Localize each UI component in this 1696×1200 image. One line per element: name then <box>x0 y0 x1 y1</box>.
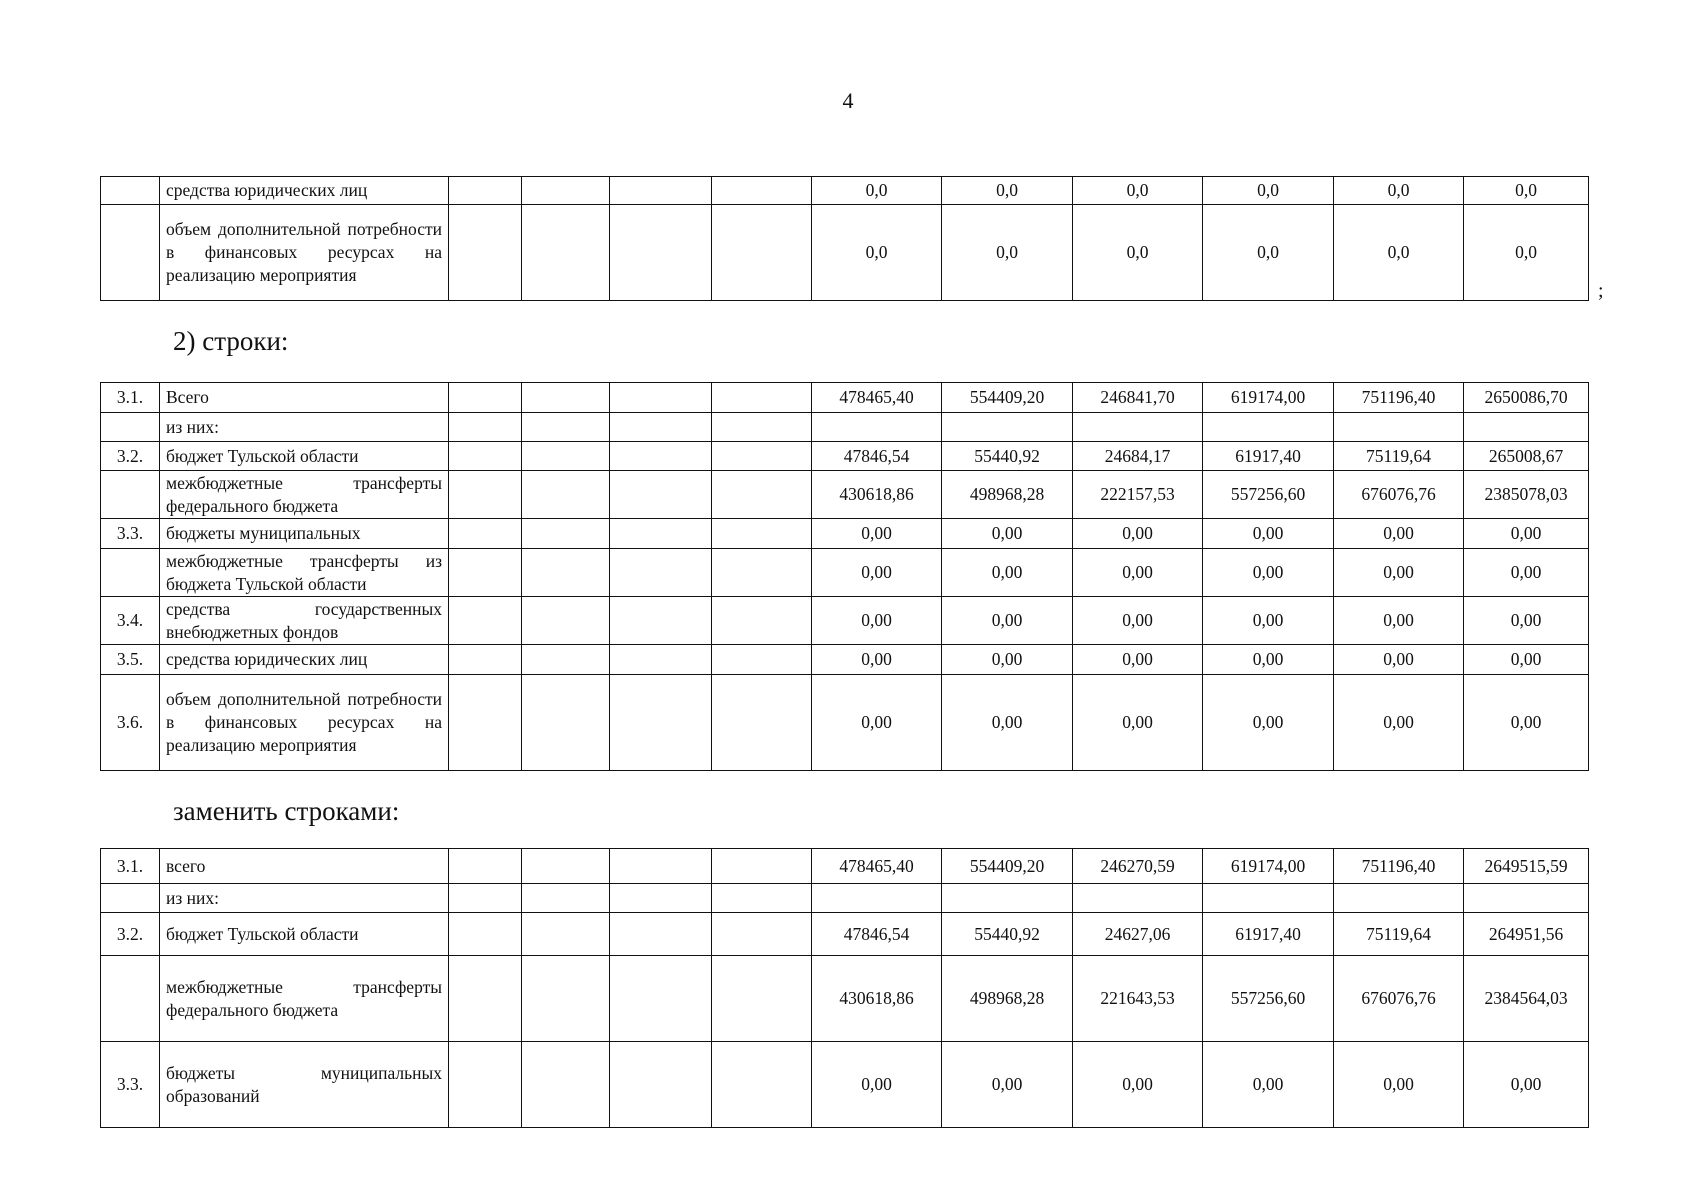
empty-cell <box>610 442 712 471</box>
value-cell: 0,00 <box>1334 519 1464 549</box>
empty-cell <box>712 471 812 519</box>
row-number <box>101 177 160 205</box>
row-label: объем дополнительной потребности в финансовых ресурсах на реализацию мероприятия <box>160 205 449 301</box>
value-cell: 2650086,70 <box>1464 383 1589 413</box>
value-cell: 0,00 <box>1203 645 1334 675</box>
value-cell: 0,00 <box>942 597 1073 645</box>
value-cell: 0,00 <box>942 675 1073 771</box>
value-cell: 61917,40 <box>1203 442 1334 471</box>
value-cell: 676076,76 <box>1334 471 1464 519</box>
value-cell: 557256,60 <box>1203 471 1334 519</box>
value-cell: 246841,70 <box>1073 383 1203 413</box>
empty-cell <box>610 597 712 645</box>
value-cell: 0,00 <box>1073 1042 1203 1128</box>
empty-cell <box>449 549 522 597</box>
empty-cell <box>610 413 712 442</box>
value-cell <box>1073 413 1203 442</box>
row-number <box>101 413 160 442</box>
value-cell: 430618,86 <box>812 956 942 1042</box>
row-label: межбюджетные трансферты федерального бюджета <box>160 471 449 519</box>
page-number: 4 <box>842 88 854 113</box>
empty-cell <box>712 519 812 549</box>
value-cell: 61917,40 <box>1203 913 1334 956</box>
value-cell: 47846,54 <box>812 442 942 471</box>
value-cell: 0,0 <box>1334 177 1464 205</box>
value-cell: 0,0 <box>1203 205 1334 301</box>
value-cell: 222157,53 <box>1073 471 1203 519</box>
row-label: из них: <box>160 413 449 442</box>
value-cell <box>812 884 942 913</box>
empty-cell <box>712 413 812 442</box>
empty-cell <box>449 1042 522 1128</box>
funding-table-old-rows <box>100 382 1589 771</box>
value-cell: 0,00 <box>942 519 1073 549</box>
value-cell: 0,0 <box>1203 177 1334 205</box>
empty-cell <box>610 519 712 549</box>
row-number: 3.3. <box>101 519 160 549</box>
value-cell: 0,0 <box>1464 177 1589 205</box>
value-cell: 498968,28 <box>942 956 1073 1042</box>
value-cell: 0,00 <box>812 519 942 549</box>
row-label: межбюджетные трансферты из бюджета Тульской области <box>160 549 449 597</box>
empty-cell <box>522 884 610 913</box>
value-cell: 0,00 <box>1203 597 1334 645</box>
value-cell: 2384564,03 <box>1464 956 1589 1042</box>
row-number: 3.6. <box>101 675 160 771</box>
empty-cell <box>522 913 610 956</box>
value-cell: 0,00 <box>1464 549 1589 597</box>
value-cell: 0,00 <box>1073 645 1203 675</box>
table-row <box>101 913 1589 956</box>
empty-cell <box>712 205 812 301</box>
value-cell: 0,00 <box>1203 549 1334 597</box>
value-cell: 0,00 <box>812 549 942 597</box>
heading-replace: заменить строками: <box>173 796 400 826</box>
value-cell: 0,0 <box>812 177 942 205</box>
heading-rows: 2) строки: <box>173 326 289 356</box>
value-cell: 264951,56 <box>1464 913 1589 956</box>
row-number: 3.1. <box>101 383 160 413</box>
value-cell: 75119,64 <box>1334 913 1464 956</box>
row-label: бюджет Тульской области <box>160 913 449 956</box>
empty-cell <box>712 177 812 205</box>
row-number: 3.3. <box>101 1042 160 1128</box>
empty-cell <box>522 549 610 597</box>
value-cell: 0,00 <box>812 1042 942 1128</box>
funding-table-continuation <box>100 176 1589 301</box>
row-label: бюджеты муниципальных образований <box>160 1042 449 1128</box>
row-number: 3.4. <box>101 597 160 645</box>
row-label: бюджеты муниципальных <box>160 519 449 549</box>
value-cell: 0,00 <box>1203 519 1334 549</box>
empty-cell <box>449 956 522 1042</box>
value-cell: 751196,40 <box>1334 849 1464 884</box>
value-cell: 246270,59 <box>1073 849 1203 884</box>
value-cell <box>1203 884 1334 913</box>
empty-cell <box>522 849 610 884</box>
empty-cell <box>522 177 610 205</box>
value-cell: 751196,40 <box>1334 383 1464 413</box>
value-cell <box>1334 884 1464 913</box>
row-label: средства государственных внебюджетных фондов <box>160 597 449 645</box>
value-cell <box>1073 884 1203 913</box>
row-number <box>101 956 160 1042</box>
value-cell: 221643,53 <box>1073 956 1203 1042</box>
table-row <box>101 675 1589 771</box>
value-cell: 24627,06 <box>1073 913 1203 956</box>
empty-cell <box>522 413 610 442</box>
empty-cell <box>522 597 610 645</box>
value-cell: 676076,76 <box>1334 956 1464 1042</box>
value-cell: 0,00 <box>1073 675 1203 771</box>
value-cell: 0,00 <box>1464 645 1589 675</box>
empty-cell <box>449 913 522 956</box>
empty-cell <box>449 519 522 549</box>
table-row <box>101 549 1589 597</box>
value-cell <box>942 413 1073 442</box>
value-cell: 0,00 <box>1073 597 1203 645</box>
value-cell: 0,0 <box>812 205 942 301</box>
row-number <box>101 884 160 913</box>
empty-cell <box>449 442 522 471</box>
value-cell <box>942 884 1073 913</box>
empty-cell <box>712 549 812 597</box>
empty-cell <box>610 205 712 301</box>
value-cell: 2649515,59 <box>1464 849 1589 884</box>
table-row <box>101 442 1589 471</box>
empty-cell <box>610 675 712 771</box>
value-cell <box>1464 413 1589 442</box>
value-cell: 0,0 <box>1073 205 1203 301</box>
empty-cell <box>610 177 712 205</box>
empty-cell <box>610 913 712 956</box>
row-number: 3.2. <box>101 913 160 956</box>
table-row <box>101 177 1589 205</box>
row-label: Всего <box>160 383 449 413</box>
empty-cell <box>712 956 812 1042</box>
value-cell: 0,00 <box>812 645 942 675</box>
empty-cell <box>522 471 610 519</box>
value-cell: 478465,40 <box>812 383 942 413</box>
table-row <box>101 383 1589 413</box>
empty-cell <box>449 675 522 771</box>
empty-cell <box>610 849 712 884</box>
value-cell: 0,0 <box>942 205 1073 301</box>
value-cell: 0,00 <box>1334 1042 1464 1128</box>
empty-cell <box>522 383 610 413</box>
empty-cell <box>522 675 610 771</box>
row-label: всего <box>160 849 449 884</box>
value-cell: 0,00 <box>1334 549 1464 597</box>
value-cell: 0,0 <box>942 177 1073 205</box>
empty-cell <box>610 1042 712 1128</box>
empty-cell <box>610 956 712 1042</box>
value-cell: 265008,67 <box>1464 442 1589 471</box>
empty-cell <box>712 597 812 645</box>
empty-cell <box>449 645 522 675</box>
empty-cell <box>712 884 812 913</box>
value-cell: 554409,20 <box>942 383 1073 413</box>
table-row <box>101 471 1589 519</box>
table-row <box>101 645 1589 675</box>
row-number: 3.1. <box>101 849 160 884</box>
table-row <box>101 413 1589 442</box>
value-cell: 0,00 <box>1334 675 1464 771</box>
empty-cell <box>610 471 712 519</box>
empty-cell <box>449 471 522 519</box>
row-number: 3.5. <box>101 645 160 675</box>
empty-cell <box>610 549 712 597</box>
funding-table-new-rows <box>100 848 1589 1128</box>
value-cell <box>1464 884 1589 913</box>
value-cell: 478465,40 <box>812 849 942 884</box>
empty-cell <box>522 1042 610 1128</box>
value-cell: 619174,00 <box>1203 383 1334 413</box>
table-row <box>101 884 1589 913</box>
empty-cell <box>449 177 522 205</box>
empty-cell <box>712 645 812 675</box>
empty-cell <box>522 519 610 549</box>
value-cell: 557256,60 <box>1203 956 1334 1042</box>
table-row <box>101 519 1589 549</box>
value-cell: 0,00 <box>1464 1042 1589 1128</box>
empty-cell <box>449 884 522 913</box>
empty-cell <box>712 849 812 884</box>
table-row <box>101 956 1589 1042</box>
value-cell: 0,00 <box>812 597 942 645</box>
empty-cell <box>610 383 712 413</box>
table-row <box>101 597 1589 645</box>
value-cell: 0,0 <box>1334 205 1464 301</box>
table-row <box>101 1042 1589 1128</box>
value-cell: 0,00 <box>1334 597 1464 645</box>
row-label: из них: <box>160 884 449 913</box>
value-cell: 0,00 <box>942 1042 1073 1128</box>
value-cell: 0,00 <box>1464 519 1589 549</box>
row-number: 3.2. <box>101 442 160 471</box>
row-label: объем дополнительной потребности в финансовых ресурсах на реализацию мероприятия <box>160 675 449 771</box>
value-cell <box>812 413 942 442</box>
row-label: бюджет Тульской области <box>160 442 449 471</box>
value-cell: 0,00 <box>1464 675 1589 771</box>
empty-cell <box>610 884 712 913</box>
value-cell: 430618,86 <box>812 471 942 519</box>
value-cell: 75119,64 <box>1334 442 1464 471</box>
row-label: средства юридических лиц <box>160 177 449 205</box>
empty-cell <box>522 205 610 301</box>
value-cell: 0,00 <box>1334 645 1464 675</box>
value-cell: 0,0 <box>1073 177 1203 205</box>
row-number <box>101 205 160 301</box>
value-cell: 24684,17 <box>1073 442 1203 471</box>
value-cell: 2385078,03 <box>1464 471 1589 519</box>
table-row <box>101 849 1589 884</box>
table-row <box>101 205 1589 301</box>
empty-cell <box>712 383 812 413</box>
value-cell <box>1334 413 1464 442</box>
value-cell: 0,00 <box>1203 1042 1334 1128</box>
value-cell: 554409,20 <box>942 849 1073 884</box>
empty-cell <box>522 645 610 675</box>
row-label: межбюджетные трансферты федерального бюджета <box>160 956 449 1042</box>
value-cell: 0,0 <box>1464 205 1589 301</box>
empty-cell <box>449 597 522 645</box>
row-label: средства юридических лиц <box>160 645 449 675</box>
value-cell: 0,00 <box>812 675 942 771</box>
value-cell <box>1203 413 1334 442</box>
empty-cell <box>449 205 522 301</box>
empty-cell <box>610 645 712 675</box>
empty-cell <box>449 849 522 884</box>
trailing-semicolon: ; <box>1598 280 1604 302</box>
empty-cell <box>712 1042 812 1128</box>
value-cell: 55440,92 <box>942 442 1073 471</box>
empty-cell <box>449 383 522 413</box>
empty-cell <box>449 413 522 442</box>
value-cell: 0,00 <box>1203 675 1334 771</box>
empty-cell <box>522 956 610 1042</box>
value-cell: 55440,92 <box>942 913 1073 956</box>
value-cell: 47846,54 <box>812 913 942 956</box>
value-cell: 0,00 <box>1073 549 1203 597</box>
empty-cell <box>712 913 812 956</box>
row-number <box>101 471 160 519</box>
row-number <box>101 549 160 597</box>
empty-cell <box>712 442 812 471</box>
value-cell: 0,00 <box>942 645 1073 675</box>
empty-cell <box>522 442 610 471</box>
value-cell: 0,00 <box>942 549 1073 597</box>
value-cell: 498968,28 <box>942 471 1073 519</box>
value-cell: 619174,00 <box>1203 849 1334 884</box>
empty-cell <box>712 675 812 771</box>
value-cell: 0,00 <box>1464 597 1589 645</box>
value-cell: 0,00 <box>1073 519 1203 549</box>
